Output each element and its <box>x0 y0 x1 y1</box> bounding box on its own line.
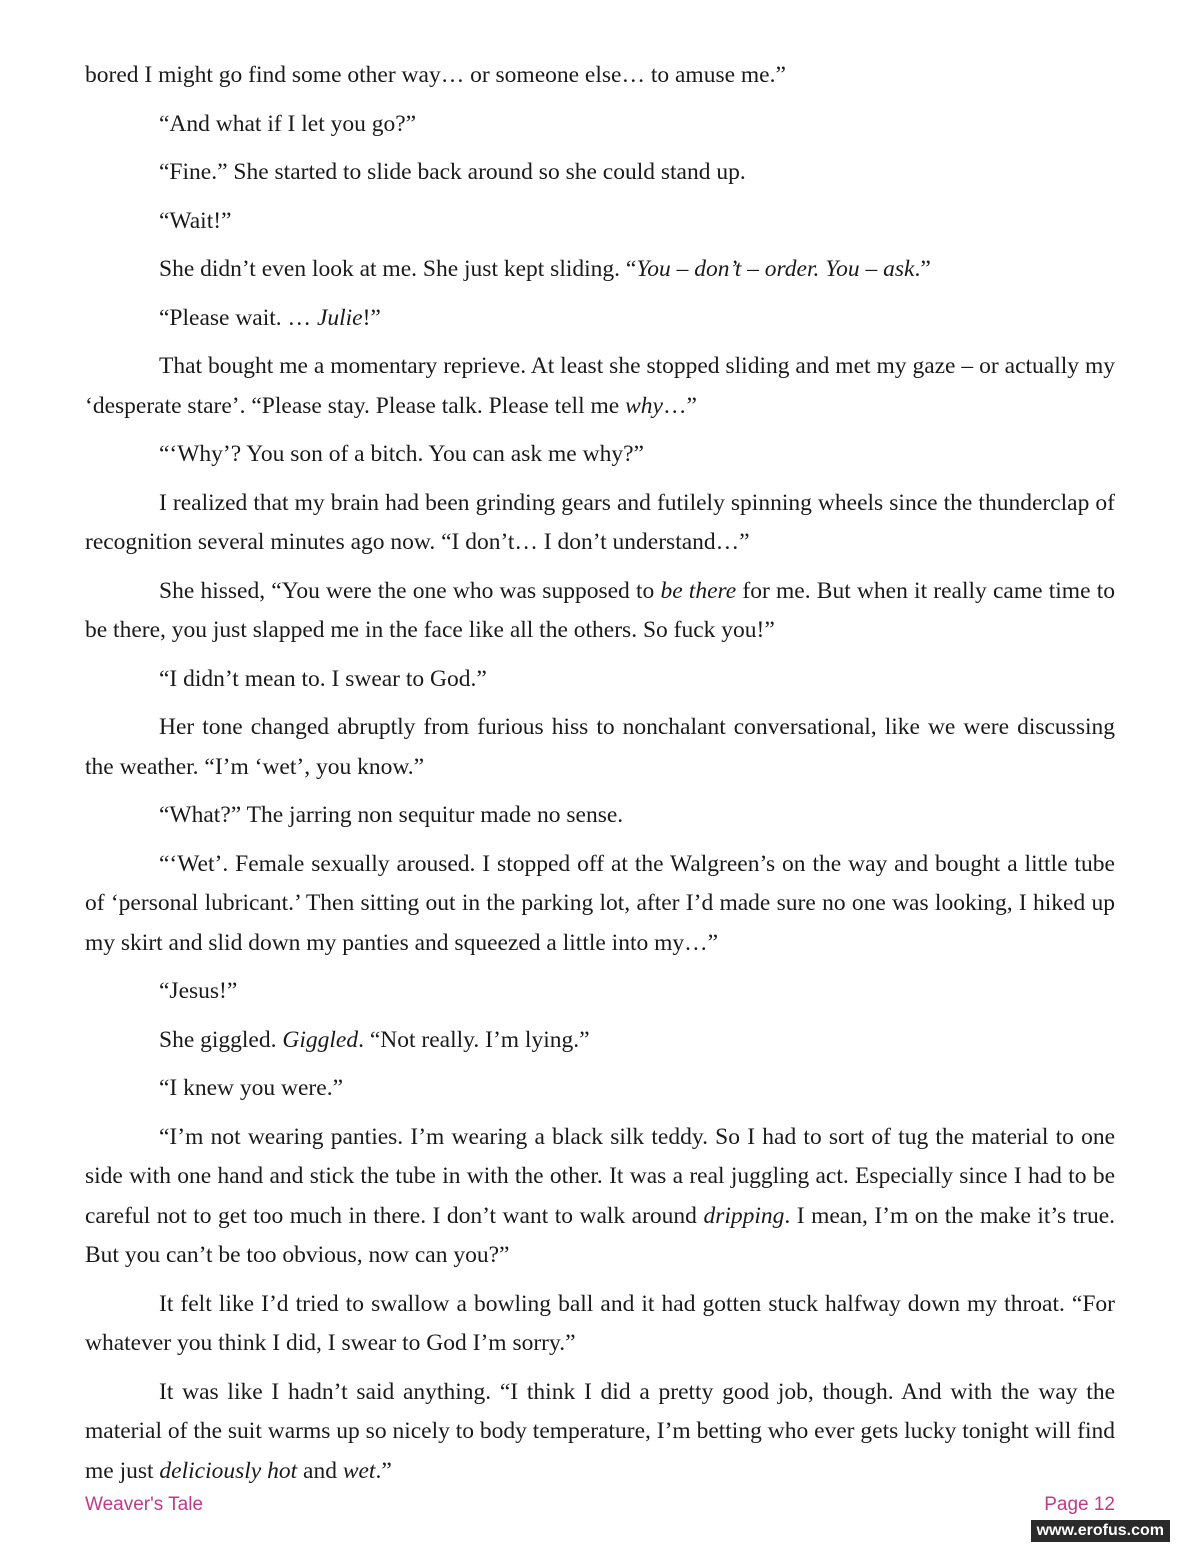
paragraph <box>85 1021 1115 1061</box>
text-run: I realized that my brain had been grinding gears and futilely spinning wheels since the thunderclap of recognition several minutes ago now. “I don’t… I don’t understand…” <box>85 489 1115 555</box>
watermark: www.erofus.com <box>1031 1520 1170 1542</box>
footer-book-title: Weaver's Tale <box>85 1494 204 1515</box>
text-run: . “Not really. I’m lying.” <box>358 1026 590 1053</box>
paragraph <box>85 1285 1115 1364</box>
paragraph <box>85 105 1115 145</box>
paragraph <box>85 250 1115 290</box>
text-run: “I knew you were.” <box>159 1075 343 1101</box>
paragraph <box>85 202 1115 242</box>
paragraph <box>85 796 1115 836</box>
text-run: She hissed, “You were the one who was supposed to <box>159 577 661 604</box>
text-run: !” <box>362 304 381 331</box>
text-run: .” <box>914 256 931 282</box>
paragraph <box>85 56 1115 96</box>
paragraph <box>85 845 1115 964</box>
italic-text: You – don’t – order. You – ask <box>636 256 915 282</box>
italic-text: Julie <box>316 304 363 331</box>
italic-text: dripping <box>703 1202 785 1229</box>
italic-text: why <box>625 392 663 419</box>
text-run: bored I might go find some other way… or someone else… to amuse me.” <box>85 62 786 88</box>
text-run: “Wait!” <box>159 207 232 234</box>
document-body <box>85 56 1115 1500</box>
text-run: “‘Why’? You son of a bitch. You can ask me why?” <box>159 441 644 467</box>
text-run: “What?” The jarring non sequitur made no sense. <box>159 802 624 828</box>
paragraph <box>85 1373 1115 1492</box>
text-run: It was like I hadn’t said anything. “I think I did a pretty good job, though. And with the way the material of the suit warms up so nicely to body temperature, I’m betting who ever gets lucky tonight will find me just <box>85 1378 1115 1484</box>
text-run: . I mean, I’m on the make it’s true. But you can’t be too obvious, now can you?” <box>85 1202 1116 1268</box>
paragraph <box>85 484 1115 563</box>
italic-text: Giggled <box>282 1026 359 1053</box>
text-run: “Please wait. … <box>159 304 317 331</box>
italic-text: be there <box>660 577 737 604</box>
paragraph <box>85 660 1115 700</box>
text-run: “I didn’t mean to. I swear to God.” <box>159 665 487 692</box>
text-run: She giggled. <box>159 1026 283 1053</box>
paragraph <box>85 153 1115 193</box>
text-run: …” <box>662 392 697 419</box>
text-run: “‘Wet’. Female sexually aroused. I stopped off at the Walgreen’s on the way and bought a little tube of ‘personal lubricant.’ Then sitting out in the parking lot, after I’d made sure no one was looking, I hiked up my skirt and slid down my panties and squeezed a little into my…” <box>85 850 1115 956</box>
paragraph <box>85 435 1115 475</box>
footer-page-number: Page 12 <box>1044 1494 1115 1515</box>
text-run: “I’m not wearing panties. I’m wearing a black silk teddy. So I had to sort of tug the material to one side with one hand and stick the tube in with the other. It was a real juggling act. Especially since I had to be careful not to get too much in there. I don’t want to walk around <box>85 1123 1115 1229</box>
italic-text: wet <box>342 1457 376 1484</box>
text-run: and <box>297 1457 343 1484</box>
paragraph <box>85 1069 1115 1109</box>
text-run: .” <box>375 1457 392 1484</box>
text-run: “Jesus!” <box>159 978 238 1004</box>
text-run: “And what if I let you go?” <box>159 110 417 137</box>
text-run: It felt like I’d tried to swallow a bowling ball and it had gotten stuck halfway down my throat. “For whatever you think I did, I swear to God I’m sorry.” <box>85 1290 1115 1356</box>
text-run: for me. But when it really came time to be there, you just slapped me in the face like all the others. So fuck you!” <box>85 577 1115 643</box>
text-run: “Fine.” She started to slide back around so she could stand up. <box>159 159 746 185</box>
italic-text: deliciously hot <box>159 1457 298 1484</box>
text-run: Her tone changed abruptly from furious hiss to nonchalant conversational, like we were discussing the weather. “I’m ‘wet’, you know.” <box>85 714 1115 780</box>
paragraph <box>85 572 1115 651</box>
paragraph <box>85 972 1115 1012</box>
text-run: She didn’t even look at me. She just kept sliding. “ <box>159 256 637 282</box>
text-run: That bought me a momentary reprieve. At least she stopped sliding and met my gaze – or actually my ‘desperate stare’. “Please stay. Please talk. Please tell me <box>85 353 1115 419</box>
paragraph <box>85 708 1115 787</box>
paragraph <box>85 299 1115 339</box>
paragraph <box>85 347 1115 426</box>
paragraph <box>85 1118 1115 1276</box>
